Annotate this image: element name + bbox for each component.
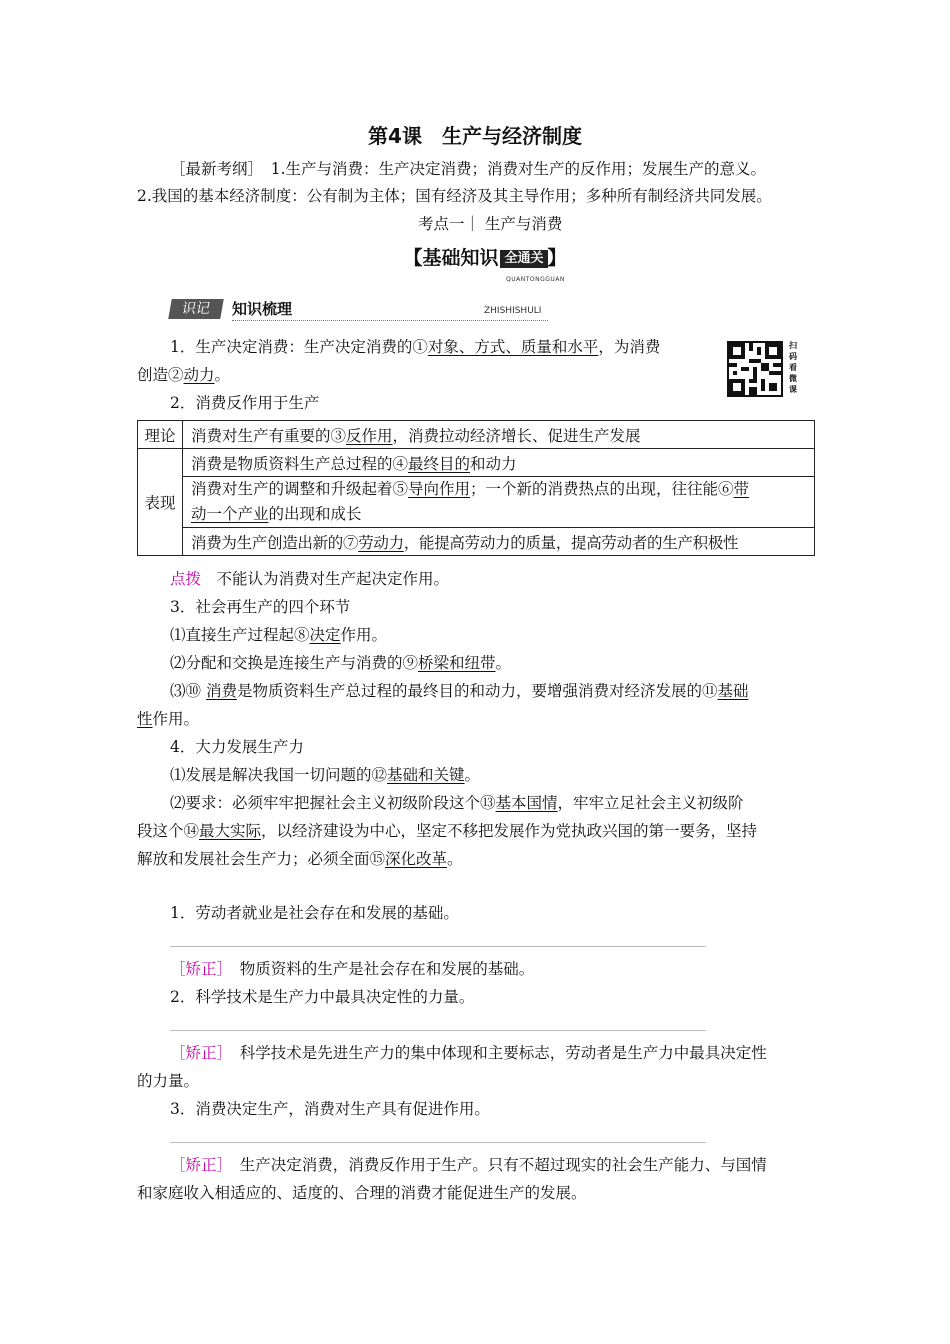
answer-rule-3 xyxy=(170,1142,706,1143)
correction-3-line-2: 和家庭收入相适应的、适度的、合理的消费才能促进生产的发展。 xyxy=(137,1184,587,1202)
para-1-line-1: 1．生产决定消费：生产决定消费的①对象、方式、质量和水平，为消费 xyxy=(170,338,661,356)
table-row xyxy=(138,449,815,477)
table-row xyxy=(138,421,815,449)
para-2: 2．消费反作用于生产 xyxy=(170,394,320,412)
correction-2-line-1: ［矫正］ 科学技术是先进生产力的集中体现和主要标志，劳动者是生产力中最具决定性 xyxy=(170,1044,767,1062)
table-row xyxy=(138,477,815,528)
banner-sub: QUANTONGGUAN xyxy=(506,276,565,283)
tip-text: 不能认为消费对生产起决定作用。 xyxy=(216,570,450,588)
para-4-2-line-3: 解放和发展社会生产力；必须全面⑮深化改革。 xyxy=(137,850,463,868)
table-cell: 消费为生产创造出新的⑦劳动力，能提高劳动力的质量，提高劳动者的生产积极性 xyxy=(183,528,815,556)
section-tag: 识记 xyxy=(168,299,224,319)
para-3: 3．社会再生产的四个环节 xyxy=(170,598,351,616)
para-3-3-line-1: ⑶⑩ 消费是物质资料生产总过程的最终目的和动力，要增强消费对经济发展的⑪基础 xyxy=(170,682,749,700)
banner-boxed: 全通关 xyxy=(500,250,547,268)
table-cell: 消费是物质资料生产总过程的④最终目的和动力 xyxy=(183,449,815,477)
page-title: 第4课 生产与经济制度 xyxy=(368,124,582,148)
outline-line-1: ［最新考纲］ 1.生产与消费：生产决定消费；消费对生产的反作用；发展生产的意义。 xyxy=(170,160,767,178)
section-en-label: ZHISHISHULI xyxy=(484,306,542,316)
qr-caption: 扫码看微课 xyxy=(789,341,797,394)
para-3-3-line-2: 性作用。 xyxy=(137,710,200,728)
kaodian-heading: 考点一｜ 生产与消费 xyxy=(418,215,563,233)
question-1: 1．劳动者就业是社会存在和发展的基础。 xyxy=(170,904,459,922)
correction-3-line-1: ［矫正］ 生产决定消费，消费反作用于生产。只有不超过现实的社会生产能力、与国情 xyxy=(170,1156,767,1174)
para-4: 4．大力发展生产力 xyxy=(170,738,304,756)
row-head-theory: 理论 xyxy=(138,421,183,449)
banner-right: 】 xyxy=(547,247,567,269)
table-row xyxy=(138,528,815,556)
para-4-1: ⑴发展是解决我国一切问题的⑫基础和关键。 xyxy=(170,766,481,784)
section-header xyxy=(170,297,548,323)
tip-label: 点拨 xyxy=(170,570,202,588)
question-3: 3．消费决定生产，消费对生产具有促进作用。 xyxy=(170,1100,490,1118)
para-4-2-line-2: 段这个⑭最大实际，以经济建设为中心，坚定不移把发展作为党执政兴国的第一要务，坚持 xyxy=(137,822,758,840)
basic-knowledge-banner xyxy=(378,243,592,283)
tip-line xyxy=(170,568,449,590)
answer-rule-2 xyxy=(170,1030,706,1031)
banner-left: 【基础知识 xyxy=(403,247,499,269)
para-1-line-2: 创造②动力。 xyxy=(137,366,231,384)
section-label: 知识梳理 xyxy=(232,300,293,318)
correction-1: ［矫正］ 物质资料的生产是社会存在和发展的基础。 xyxy=(170,960,535,978)
qr-code-icon[interactable] xyxy=(727,341,783,397)
section-divider xyxy=(232,320,548,321)
para-4-2-line-1: ⑵要求：必须牢牢把握社会主义初级阶段这个⑬基本国情，牢牢立足社会主义初级阶 xyxy=(170,794,744,812)
para-3-2: ⑵分配和交换是连接生产与消费的⑨桥梁和纽带。 xyxy=(170,654,512,672)
table-cell: 消费对生产有重要的③反作用，消费拉动经济增长、促进生产发展 xyxy=(183,421,815,449)
consumption-table xyxy=(137,420,815,556)
outline-line-2: 2.我国的基本经济制度：公有制为主体；国有经济及其主导作用；多种所有制经济共同发展。 xyxy=(137,187,772,205)
question-2: 2．科学技术是生产力中最具决定性的力量。 xyxy=(170,988,475,1006)
correction-2-line-2: 的力量。 xyxy=(137,1072,200,1090)
answer-rule-1 xyxy=(170,946,706,947)
table-cell: 消费对生产的调整和升级起着⑤导向作用；一个新的消费热点的出现，往往能⑥带 动一个产业的出现和成长 xyxy=(183,477,815,528)
para-3-1: ⑴直接生产过程起⑧决定作用。 xyxy=(170,626,388,644)
row-head-manifestation: 表现 xyxy=(138,449,183,556)
